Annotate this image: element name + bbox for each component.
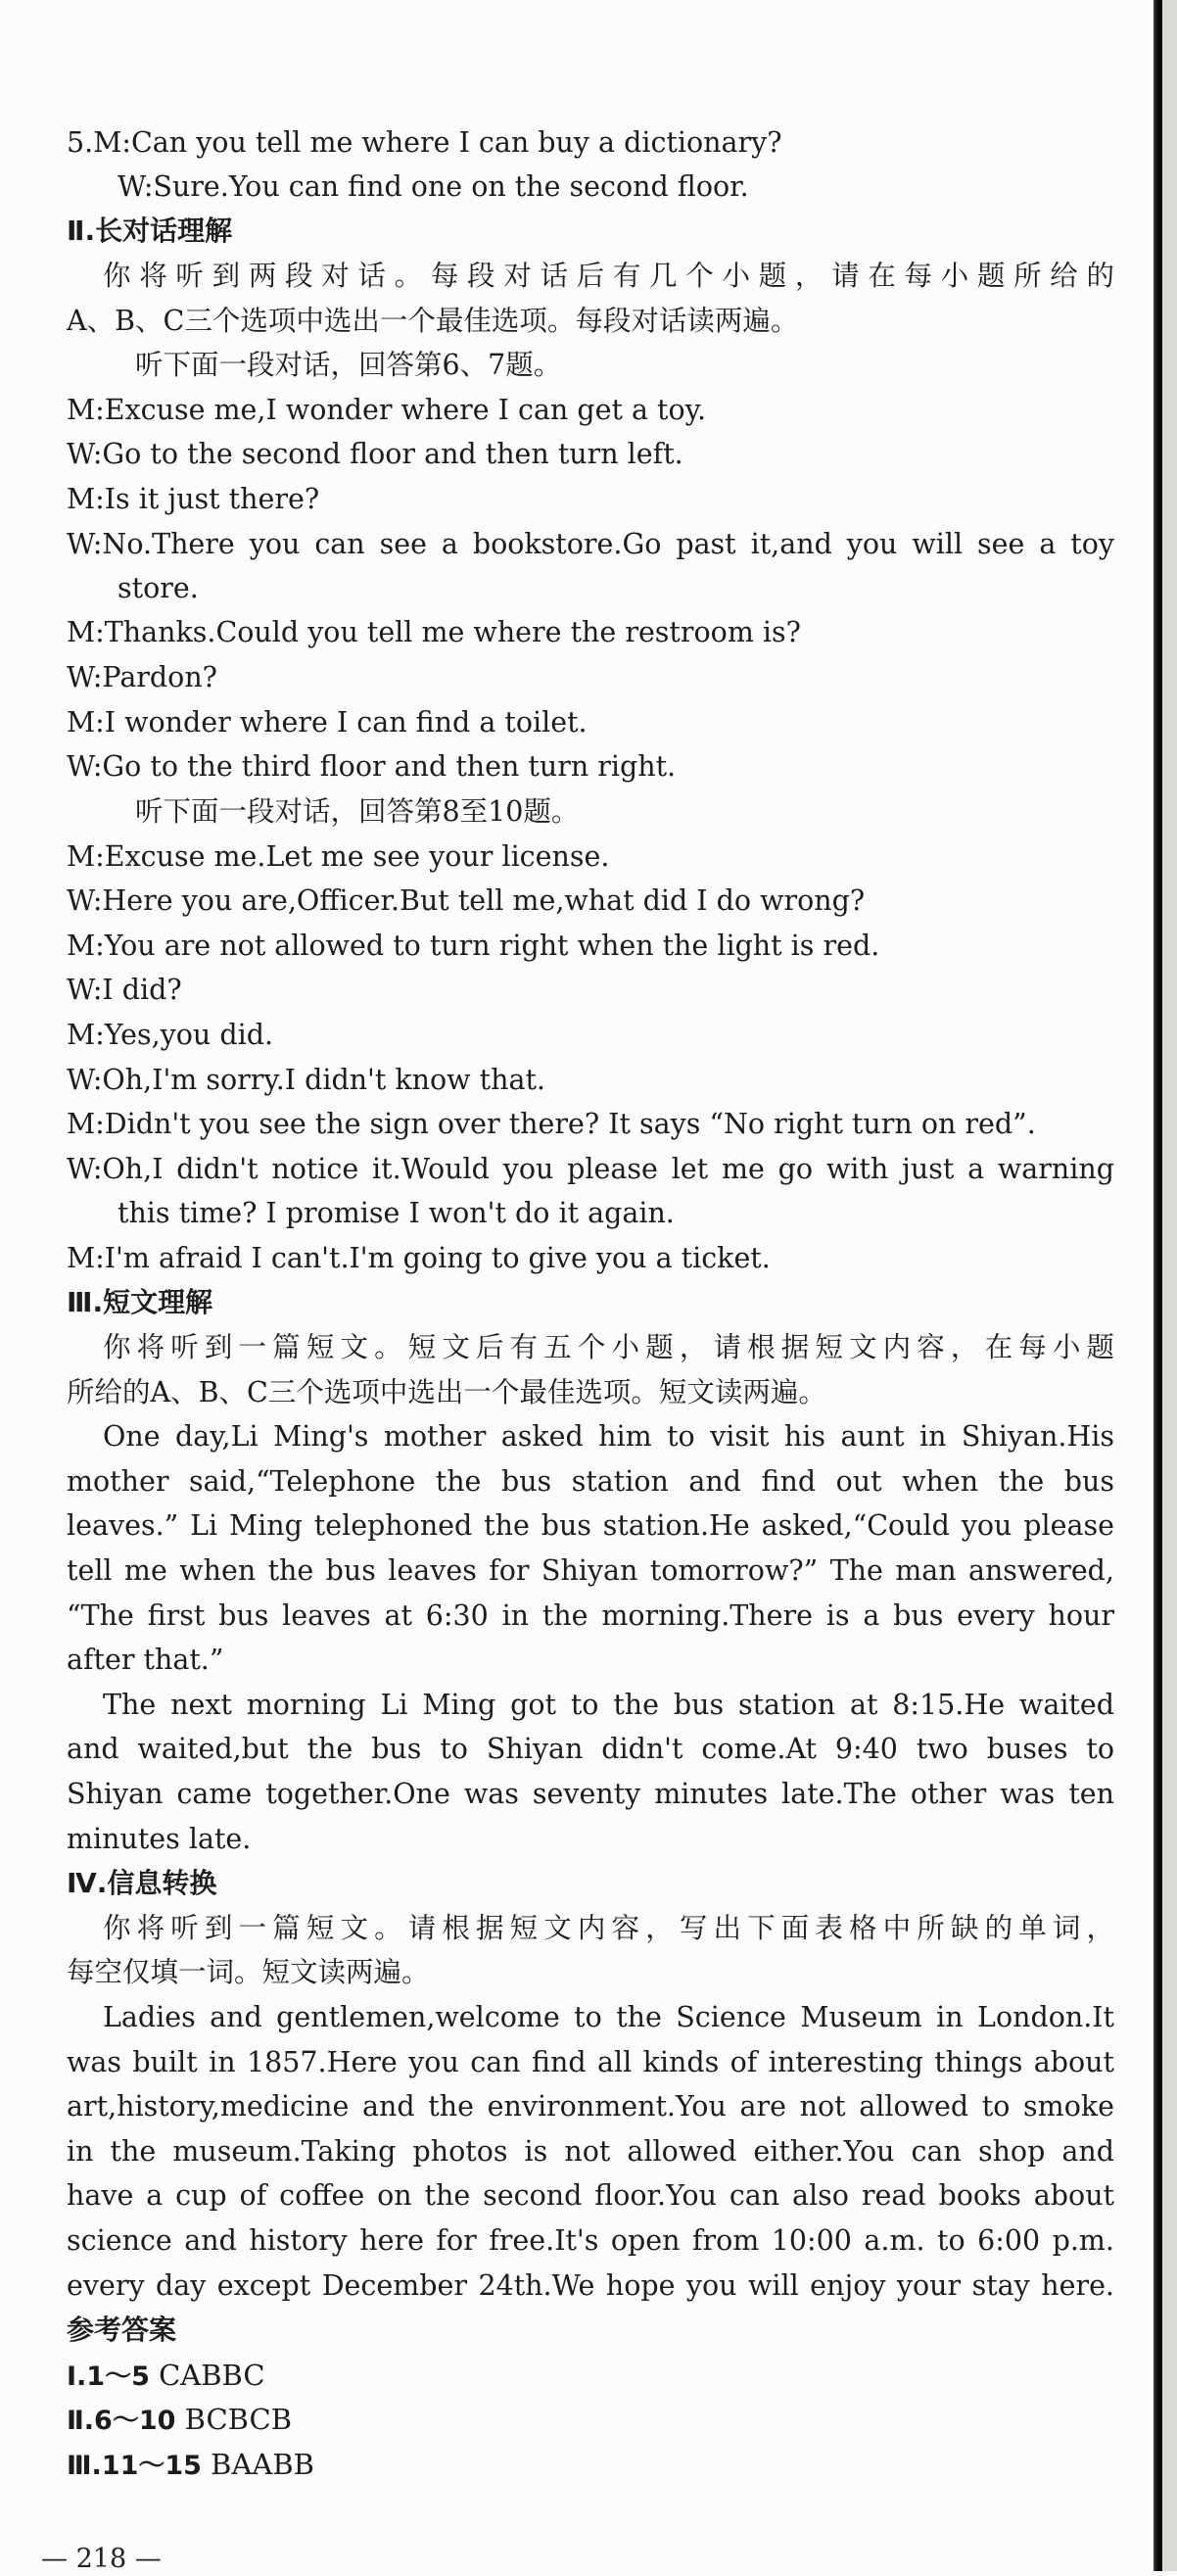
passage-line: minutes late.	[67, 1823, 252, 1855]
dialogue-line	[118, 165, 1114, 210]
section-heading-2: Ⅱ.长对话理解	[67, 215, 233, 247]
instruction-line: 你将听到一篇短文。请根据短文内容，写出下面表格中所缺的单词，	[103, 1912, 1114, 1944]
dialogue-line: store.	[118, 572, 199, 604]
binding-shadow	[1162, 0, 1177, 2571]
dialogue-line: W:Go to the third floor and then turn right.	[67, 750, 677, 783]
passage-line: tell me when the bus leaves for Shiyan tomorrow?” The man answered,	[67, 1554, 1114, 1587]
passage-line: One day,Li Ming's mother asked him to visit his aunt in Shiyan.His	[103, 1420, 1114, 1453]
answer-value: BAABB	[211, 2448, 314, 2481]
instruction-line: 每空仅填一词。短文读两遍。	[67, 1956, 430, 1988]
passage-line: in the museum.Taking photos is not allowed either.You can shop and	[67, 2135, 1114, 2168]
dialogue-text: W:Sure.You can find one on the second floor.	[118, 170, 749, 203]
passage-line: “The first bus leaves at 6:30 in the morning.There is a bus every hour	[67, 1599, 1114, 1632]
passage-line: was built in 1857.Here you can find all kinds of interesting things about	[67, 2046, 1114, 2078]
answer-row	[67, 2353, 1114, 2398]
binding-edge	[1153, 0, 1162, 2571]
passage-line: leaves.” Li Ming telephoned the bus station.He asked,“Could you please	[67, 1509, 1114, 1542]
answer-value: CABBC	[159, 2359, 265, 2392]
passage-line: science and history here for free.It's open from 10:00 a.m. to 6:00 p.m.	[67, 2224, 1114, 2257]
answer-row	[67, 2397, 1114, 2442]
dialogue-line: M:Yes,you did.	[67, 1019, 274, 1051]
passage-line: Shiyan came together.One was seventy minutes late.The other was ten	[67, 1778, 1114, 1810]
passage-line: art,history,medicine and the environment.You are not allowed to smoke	[67, 2090, 1114, 2123]
passage-line: Ladies and gentlemen,welcome to the Science Museum in London.It	[103, 2001, 1114, 2033]
dialogue-line: W:Pardon?	[67, 661, 217, 693]
dialogue-line: W:Oh,I didn't notice it.Would you please let me go with just a warning	[67, 1153, 1114, 1185]
answer-range: Ⅱ.6～10	[67, 2406, 176, 2436]
dialogue-line: W:Here you are,Officer.But tell me,what did I do wrong?	[67, 884, 866, 917]
answer-row	[67, 2442, 1114, 2487]
dialogue-line: W:No.There you can see a bookstore.Go past it,and you will see a toy	[67, 528, 1114, 560]
instruction-line: 你将听到两段对话。每段对话后有几个小题，请在每小题所给的	[103, 260, 1114, 292]
passage-line: have a cup of coffee on the second floor.You can also read books about	[67, 2179, 1114, 2212]
dialogue-line: M:Is it just there?	[67, 483, 320, 515]
passage-line: after that.”	[67, 1644, 224, 1676]
dialogue-line: W:I did?	[67, 974, 182, 1006]
dialogue-line: this time? I promise I won't do it again.	[118, 1197, 675, 1229]
section-heading-3: Ⅲ.短文理解	[67, 1286, 213, 1318]
passage-line: and waited,but the bus to Shiyan didn't come.At 9:40 two buses to	[67, 1733, 1114, 1765]
dialogue-line: M:You are not allowed to turn right when the light is red.	[67, 930, 880, 962]
answer-key-heading: 参考答案	[67, 2314, 177, 2346]
passage-line: The next morning Li Ming got to the bus station at 8:15.He waited	[103, 1689, 1114, 1721]
instruction-line: A、B、C三个选项中选出一个最佳选项。每段对话读两遍。	[67, 305, 799, 337]
dialogue-line: M:Didn't you see the sign over there? It says “No right turn on red”.	[67, 1108, 1036, 1140]
dialogue-line: W:Oh,I'm sorry.I didn't know that.	[67, 1064, 545, 1096]
dialogue-line: M:I'm afraid I can't.I'm going to give you a ticket.	[67, 1242, 771, 1274]
page-number: — 218 —	[41, 2544, 162, 2574]
dialogue-line: M:Excuse me.Let me see your license.	[67, 840, 610, 873]
instruction-line: 你将听到一篇短文。短文后有五个小题，请根据短文内容，在每小题	[103, 1331, 1114, 1363]
sub-instruction: 听下面一段对话，回答第8至10题。	[135, 795, 580, 828]
section-heading-4: Ⅳ.信息转换	[67, 1867, 217, 1899]
sub-instruction: 听下面一段对话，回答第6、7题。	[135, 349, 562, 381]
instruction-line: 所给的A、B、C三个选项中选出一个最佳选项。短文读两遍。	[67, 1376, 826, 1408]
answer-range: Ⅲ.11～15	[67, 2451, 202, 2481]
passage-line: mother said,“Telephone the bus station and find out when the bus	[67, 1465, 1114, 1498]
dialogue-line: M:Excuse me,I wonder where I can get a toy.	[67, 394, 707, 426]
passage-line: every day except December 24th.We hope you will enjoy your stay here.	[67, 2269, 1114, 2302]
dialogue-line: M:I wonder where I can find a toilet.	[67, 706, 588, 739]
dialogue-text: 5.M:Can you tell me where I can buy a dictionary?	[67, 126, 782, 159]
answer-range: Ⅰ.1～5	[67, 2361, 150, 2392]
dialogue-line: W:Go to the second floor and then turn left.	[67, 438, 683, 470]
dialogue-line	[67, 120, 1114, 166]
dialogue-line: M:Thanks.Could you tell me where the restroom is?	[67, 616, 801, 648]
answer-value: BCBCB	[184, 2403, 293, 2436]
